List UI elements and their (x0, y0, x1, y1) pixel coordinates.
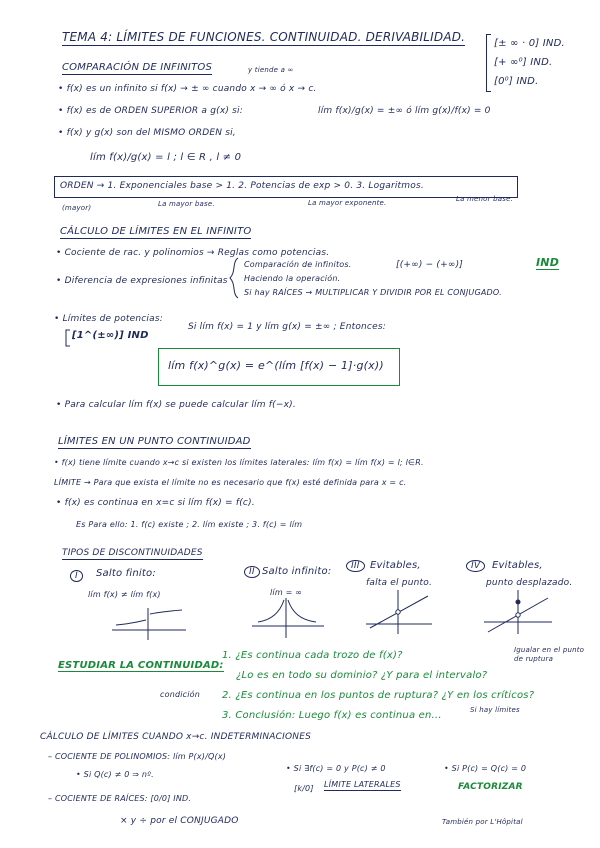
order-sub-1: (mayor) (62, 204, 92, 212)
disc-2-sub: lím = ∞ (270, 588, 303, 597)
order-text: ORDEN → 1. Exponenciales base > 1. 2. Potencias de exp > 0. 3. Logaritmos. (60, 181, 424, 191)
indetermination-3: [0⁰] IND. (494, 76, 539, 87)
continuity-margin-note-2: Si hay límites (470, 706, 520, 714)
infinity-brace-2: Haciendo la operación. (244, 274, 341, 283)
infinity-brace-3: Si hay RAÍCES → MULTIPLICAR Y DIVIDIR POR EL CONJUGADO. (244, 288, 502, 297)
disc-1-label: Salto finito: (96, 568, 156, 579)
continuity-side-note: Igualar en el punto de ruptura (514, 646, 585, 663)
disc-2-num: II (244, 566, 260, 578)
disc-4-sub: punto desplazado. (486, 578, 573, 588)
comparison-heading: COMPARACIÓN DE INFINITOS (62, 62, 212, 73)
infinity-line-2a: • Diferencia de expresiones infinitas (56, 276, 228, 286)
infinity-line-3: • Límites de potencias: (54, 314, 163, 324)
comparison-line-3: • f(x) y g(x) son del MISMO ORDEN si, (58, 128, 236, 138)
point-calc-heading: CÁLCULO DE LÍMITES CUANDO x→c. INDETERMINACIONES (40, 732, 312, 742)
point-calc-frac: [k/0] (294, 784, 314, 793)
discontinuity-heading: TIPOS DE DISCONTINUIDADES (62, 548, 203, 558)
point-calc-line-3: × y ÷ por el CONJUGADO (120, 816, 239, 826)
comparison-line-2b: lím f(x)/g(x) = ±∞ ó lím g(x)/f(x) = 0 (318, 106, 491, 116)
order-sub-2: La mayor base. (158, 200, 215, 208)
comparison-line-4: lím f(x)/g(x) = l ; l ∈ R , l ≠ 0 (90, 152, 242, 163)
infinity-ind-bracket: [(+∞) − (+∞)] (396, 260, 464, 270)
point-line-3: • f(x) es continua en x=c si lím f(x) = f(c). (56, 498, 255, 508)
point-calc-lat: LÍMITE LATERALES (324, 780, 401, 789)
disc-1-num: I (70, 570, 83, 582)
comparison-line-2a: • f(x) es de ORDEN SUPERIOR a g(x) si: (58, 106, 243, 116)
infinity-line-4: • Para calcular lím f(x) se puede calcular lím f(−x). (56, 400, 296, 410)
order-sub-4: La menor base. (456, 195, 514, 203)
power-ind: [1^(±∞)] IND (72, 330, 149, 341)
disc-3-label: Evitables, (370, 560, 421, 571)
disc-2-label: Salto infinito: (262, 566, 332, 577)
disc-3-sub: falta el punto. (366, 578, 433, 588)
infinity-line-1: • Cociente de rac. y polinomios → Reglas como potencias. (56, 248, 330, 258)
point-line-4: Es Para ello: 1. f(c) existe ; 2. lím existe ; 3. f(c) = lím (76, 520, 303, 529)
power-formula: lím f(x)^g(x) = e^(lím [f(x) − 1]·g(x)) (168, 359, 384, 372)
continuity-margin-note: condición (160, 690, 201, 699)
continuity-q1: 1. ¿Es continua cada trozo de f(x)? (222, 650, 403, 661)
point-calc-line-1b: • Si Q(c) ≠ 0 ⇒ nº. (76, 770, 154, 779)
point-limits-heading: LÍMITES EN UN PUNTO CONTINUIDAD (58, 436, 251, 447)
comparison-note: y tiende a ∞ (248, 66, 294, 74)
continuity-q3: 3. Conclusión: Luego f(x) es continua en... (222, 710, 442, 721)
continuity-q1b: ¿Lo es en todo su dominio? ¿Y para el intervalo? (236, 670, 488, 681)
continuity-q2: 2. ¿Es continua en los puntos de ruptura? ¿Y en los críticos? (222, 690, 535, 701)
indetermination-2: [+ ∞⁰] IND. (494, 57, 553, 68)
comparison-line-1: • f(x) es un infinito si f(x) → ± ∞ cuando x → ∞ ó x → c. (58, 84, 317, 94)
point-line-2: LÍMITE → Para que exista el límite no es necesario que f(x) esté definida para x = c. (54, 478, 407, 487)
order-sub-3: La mayor exponente. (308, 199, 387, 207)
infinity-limits-heading: CÁLCULO DE LÍMITES EN EL INFINITO (60, 226, 252, 237)
point-calc-line-1c: • Si ∃f(c) = 0 y P(c) ≠ 0 (286, 764, 386, 773)
indetermination-1: [± ∞ · 0] IND. (494, 38, 565, 49)
power-condition: Si lím f(x) = 1 y lím g(x) = ±∞ ; Entonces: (188, 322, 386, 332)
infinity-ind-label: IND (536, 256, 560, 269)
disc-4-num: IV (466, 560, 485, 572)
disc-3-num: III (346, 560, 365, 572)
disc-1-sub: lím f(x) ≠ lím f(x) (88, 590, 161, 599)
continuity-heading: ESTUDIAR LA CONTINUIDAD: (58, 660, 224, 671)
point-calc-factor: FACTORIZAR (458, 782, 523, 792)
point-calc-hopital: También por L'Hôpital (442, 818, 523, 826)
infinity-brace-1: Comparación de infinitos. (244, 260, 352, 269)
page-title: TEMA 4: LÍMITES DE FUNCIONES. CONTINUIDAD. DERIVABILIDAD. (62, 30, 466, 44)
point-calc-line-1d: • Si P(c) = Q(c) = 0 (444, 764, 527, 773)
disc-4-label: Evitables, (492, 560, 543, 571)
point-calc-line-1: – COCIENTE DE POLINOMIOS: lím P(x)/Q(x) (48, 752, 227, 761)
point-line-1: • f(x) tiene límite cuando x→c si existen los límites laterales: lím f(x) = lím f(x) = l; l∈R. (54, 458, 424, 467)
point-calc-line-2: – COCIENTE DE RAÍCES: [0/0] IND. (48, 794, 192, 803)
